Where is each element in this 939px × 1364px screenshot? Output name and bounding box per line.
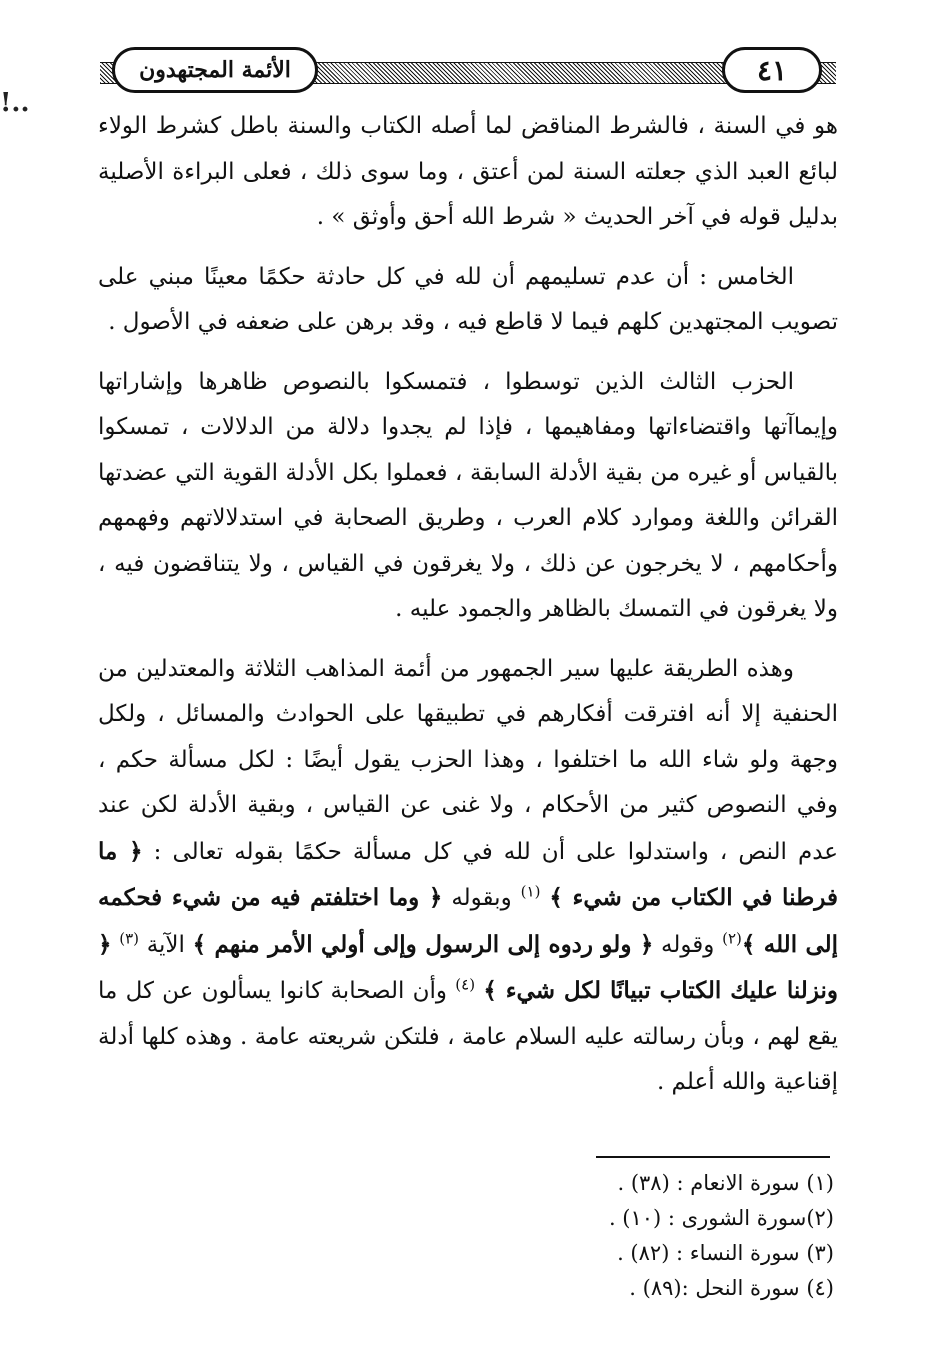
quran-quote-3: ﴿ ولو ردوه إلى الرسول وإلى أولي الأمر منهم ﴾ <box>192 930 654 958</box>
margin-mark: !.. <box>0 88 30 118</box>
paragraph-4-text: وقوله <box>661 931 715 958</box>
paragraph-4-text: وبقوله <box>451 885 512 911</box>
footnote-ref-2: (٢) <box>722 928 742 947</box>
page-number: ٤١ <box>722 47 822 93</box>
footnote-1: (١) سورة الانعام : (٣٨) . <box>617 1171 834 1195</box>
paragraph-3 <box>98 360 838 633</box>
paragraph-2 <box>98 255 838 346</box>
paragraph-4 <box>98 647 838 1106</box>
quran-quote-2: ﴿ وما اختلفتم فيه من شيء فحكمه إلى الله ﴾ <box>98 884 839 958</box>
footnotes <box>440 1166 834 1306</box>
quran-quote-4: ﴿ ونزلنا عليك الكتاب تبيانًا لكل شيء ﴾ <box>98 930 839 1004</box>
footnote-2: (٢)سورة الشورى : (١٠) . <box>608 1206 834 1230</box>
footnote-ref-3: (٣) <box>119 928 139 947</box>
quran-quote-1: ﴿ ما فرطنا في الكتاب من شيء ﴾ <box>98 837 838 911</box>
paragraph-2-text: الخامس : أن عدم تسليمهم أن لله في كل حادثة حكمًا معينًا مبني على تصويب المجتهدين كلهم فيما لا قاطع فيه ، وقد برهن على ضعفه في الأصول . <box>98 263 838 335</box>
running-header <box>100 42 836 100</box>
paragraph-4-text: وأن الصحابة كانوا يسألون عن كل ما يقع لهم ، وبأن رسالته عليه السلام عامة ، فلتكن شريعته عامة . وهذه كلها أدلة إقناعية والله أعلم . <box>98 978 838 1095</box>
paragraph-4-text: الآية <box>146 931 185 958</box>
paragraph-3-text: الحزب الثالث الذين توسطوا ، فتمسكوا بالنصوص ظاهرها وإشاراتها وإيماآتها واقتضاءاتها ومفاهيمها ، فإذا لم يجدوا دلالة من الدلالات ، تمسكوا بالقياس أو غيره من بقية الأدلة السابقة ، فعملوا بكل الأدلة القوية التي عضدتها القرائن واللغة وموارد كلام العرب ، وطريق الصحابة في استدلالاتهم وفهمهم وأحكامهم ، لا يخرجون عن ذلك ، ولا يغرقون في القياس ، ولا يتناقضون فيه ، ولا يغرقون في التمسك بالظاهر والجمود عليه . <box>98 368 838 622</box>
footnote-ref-4: (٤) <box>455 975 476 994</box>
footnote-rule <box>596 1156 830 1158</box>
footnote-3: (٣) سورة النساء : (٨٢) . <box>617 1241 834 1265</box>
paragraph-4-text: وهذه الطريقة عليها سير الجمهور من أئمة المذاهب الثلاثة والمعتدلين من الحنفية إلا أنه افترقت أفكارهم في تطبيقها على الحوادث والمسائل ، ولكل وجهة ولو شاء الله ما اختلفوا ، وهذا الحزب يقول أيضًا : لكل مسألة حكم ، وفي النصوص كثير من الأحكام ، ولا غنى عن القياس ، وبقية الأدلة لكن عند عدم النص ، واستدلوا على أن لله في كل مسألة حكمًا بقوله تعالى : <box>98 655 838 865</box>
paragraph-1-text: هو في السنة ، فالشرط المناقض لما أصله الكتاب والسنة باطل كشرط الولاء لبائع العبد الذي جعلته السنة لمن أعتق ، وما سوى ذلك ، فعلى البراءة الأصلية بدليل قوله في آخر الحديث « شرط الله أحق وأوثق » . <box>98 113 838 230</box>
running-title: الأئمة المجتهدون <box>112 47 318 93</box>
paragraph-1 <box>98 104 838 241</box>
footnote-4: (٤) سورة النحل :(٨٩) . <box>629 1276 834 1300</box>
footnote-ref-1: (١) <box>520 882 541 901</box>
body-text <box>98 104 838 1106</box>
